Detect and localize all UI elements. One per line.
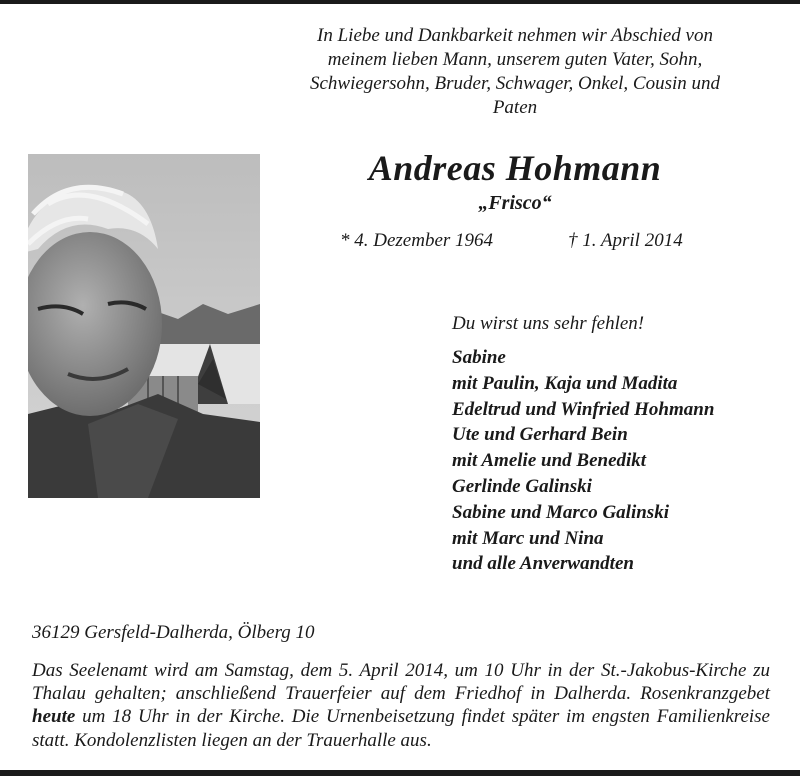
mourner-entry: und alle Anverwandten	[452, 553, 634, 575]
bottom-border-rule	[0, 770, 800, 776]
notice-text: Das Seelenamt wird am Samstag, dem 5. April 2014, um 10 Uhr in der St.-Jakobus-Kirche zu Thalau gehalten; anschließend Trauerfeier auf dem Friedhof in Dalherda. Rosenkranzgebet	[32, 660, 770, 705]
mourner-entry: mit Amelie und Benedikt	[452, 450, 647, 472]
family-address: 36129 Gersfeld-Dalherda, Ölberg 10	[32, 622, 315, 643]
portrait-illustration	[28, 154, 260, 498]
intro-line: Paten	[492, 97, 538, 118]
mourners-list	[452, 345, 714, 577]
mourner-entry: mit Paulin, Kaja und Madita	[452, 372, 678, 394]
deceased-nickname: „Frisco“	[478, 192, 552, 214]
deceased-name: Andreas Hohmann	[368, 148, 662, 188]
portrait-photo	[28, 154, 260, 498]
top-border-rule	[0, 0, 800, 4]
intro-line: In Liebe und Dankbarkeit nehmen wir Abschied von	[317, 25, 713, 46]
intro-line: Schwiegersohn, Bruder, Schwager, Onkel, Cousin und	[309, 73, 721, 94]
mourner-entry: Sabine und Marco Galinski	[452, 501, 669, 523]
birth-date: * 4. Dezember 1964	[340, 230, 494, 251]
mourners-intro: Du wirst uns sehr fehlen!	[452, 313, 645, 334]
mourner-entry: Gerlinde Galinski	[452, 475, 592, 497]
mourner-entry: Ute und Gerhard Bein	[452, 424, 628, 446]
mourner-entry: Sabine	[452, 347, 506, 368]
notice-emphasis: heute	[32, 706, 76, 728]
mourner-entry: mit Marc und Nina	[452, 527, 604, 549]
farewell-intro	[280, 24, 750, 120]
mourner-entry: Edeltrud und Winfried Hohmann	[452, 398, 715, 420]
funeral-notice	[32, 659, 770, 752]
death-date: † 1. April 2014	[568, 230, 683, 251]
notice-text: um 18 Uhr in der Kirche. Die Urnenbeisetzung findet später im engsten Familienkreise statt. Kondolenzlisten liegen an der Trauerhalle aus.	[32, 706, 770, 751]
intro-line: meinem lieben Mann, unserem guten Vater, Sohn,	[327, 49, 703, 70]
